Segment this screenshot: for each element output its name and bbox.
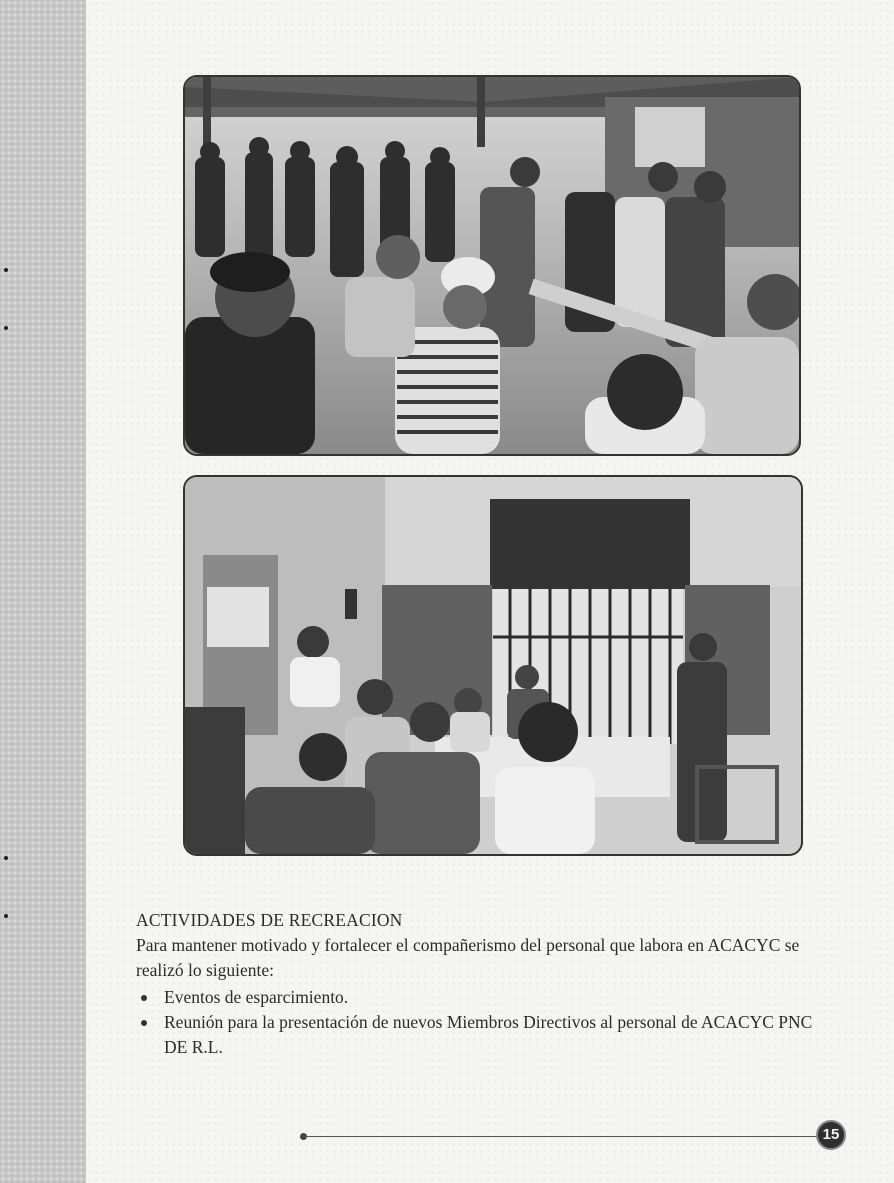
list-item-text: Eventos de esparcimiento. bbox=[164, 987, 349, 1007]
footer-rule bbox=[305, 1136, 817, 1137]
page-number-badge: 15 bbox=[816, 1120, 846, 1150]
section-title: ACTIVIDADES DE RECREACION bbox=[136, 910, 403, 930]
binding-mark bbox=[4, 856, 8, 860]
recreation-activities-section bbox=[136, 908, 826, 1060]
list-item-text: Reunión para la presentación de nuevos Miembros Directivos al personal de ACACYC PNC DE R.L. bbox=[164, 1012, 813, 1057]
section-intro: Para mantener motivado y fortalecer el compañerismo del personal que labora en ACACYC se realizó lo siguiente: bbox=[136, 935, 800, 980]
activities-list bbox=[136, 985, 826, 1060]
photo-bottom-image bbox=[185, 477, 801, 854]
left-margin-strip bbox=[0, 0, 86, 1183]
bullet-icon bbox=[141, 995, 147, 1001]
bullet-icon bbox=[141, 1020, 147, 1026]
binding-mark bbox=[4, 326, 8, 330]
binding-mark bbox=[4, 268, 8, 272]
photo-bottom bbox=[183, 475, 803, 856]
photo-top bbox=[183, 75, 801, 456]
list-item bbox=[136, 1010, 826, 1060]
binding-mark bbox=[4, 914, 8, 918]
photo-top-image bbox=[185, 77, 799, 454]
list-item bbox=[136, 985, 826, 1010]
